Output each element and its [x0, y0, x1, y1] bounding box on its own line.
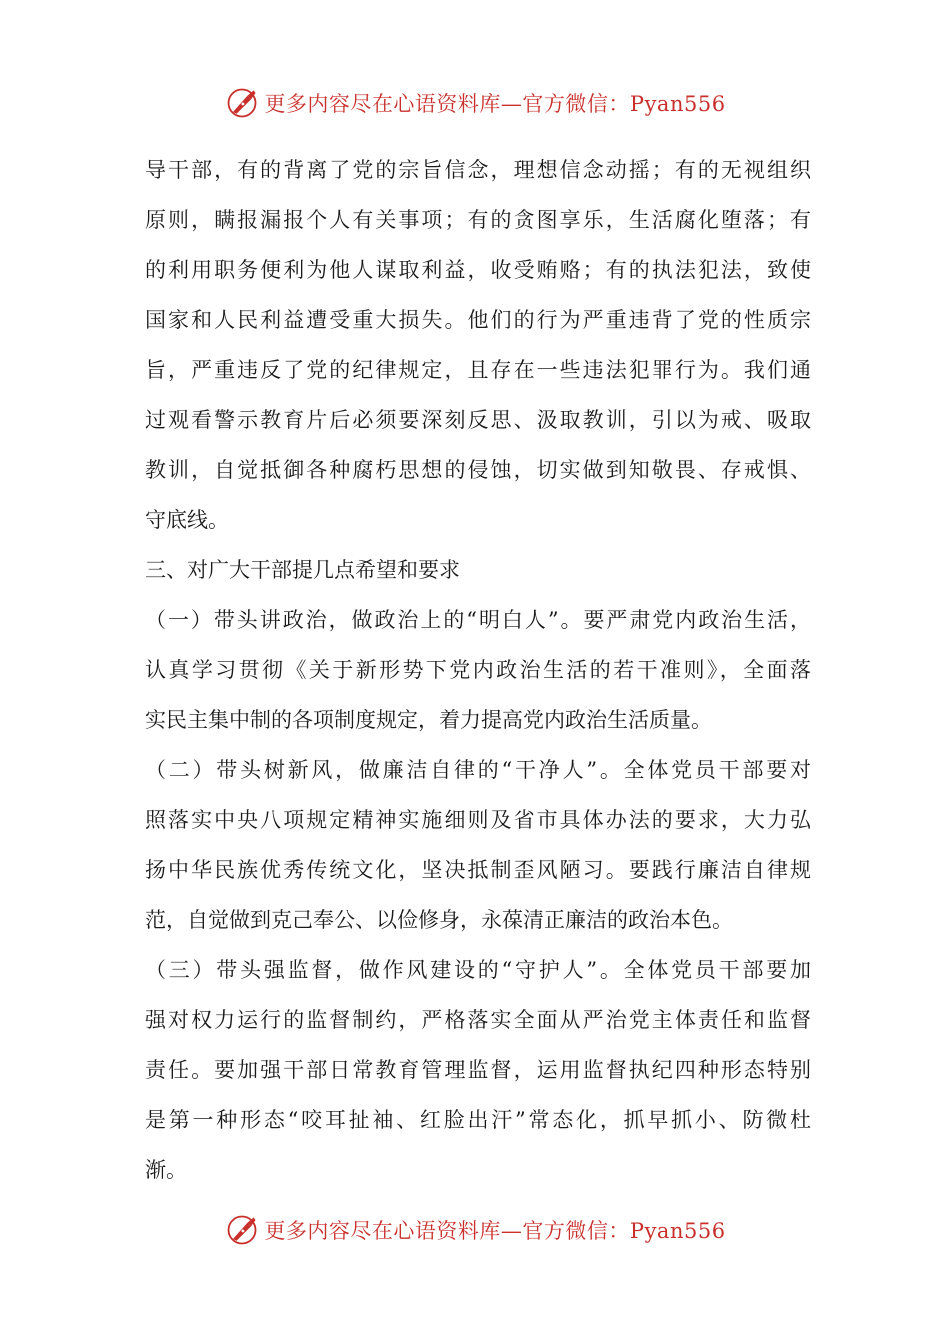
section-heading: 三、对广大干部提几点希望和要求: [145, 558, 460, 582]
footer-banner: [0, 1208, 950, 1252]
body-line: 照落实中央八项规定精神实施细则及省市具体办法的要求，大力弘: [145, 808, 811, 832]
body-line: 扬中华民族优秀传统文化，坚决抵制歪风陋习。要践行廉洁自律规: [145, 858, 811, 882]
document-body: [145, 145, 811, 1195]
body-line: 教训，自觉抵御各种腐朽思想的侵蚀，切实做到知敬畏、存戒惧、: [145, 458, 811, 482]
body-line: 导干部，有的背离了党的宗旨信念，理想信念动摇；有的无视组织: [145, 158, 811, 182]
footer-banner-text: 更多内容尽在心语资料库—官方微信：Pyan556: [264, 1219, 726, 1243]
body-line: 实民主集中制的各项制度规定，着力提高党内政治生活质量。: [145, 708, 712, 732]
body-line: 过观看警示教育片后必须要深刻反思、汲取教训，引以为戒、吸取: [145, 408, 811, 432]
body-line: 原则，瞒报漏报个人有关事项；有的贪图享乐，生活腐化堕落；有: [145, 208, 811, 232]
header-banner-text: 更多内容尽在心语资料库—官方微信：Pyan556: [264, 92, 726, 116]
body-line: （三）带头强监督，做作风建设的“守护人”。全体党员干部要加: [145, 958, 811, 982]
body-line: 强对权力运行的监督制约，严格落实全面从严治党主体责任和监督: [145, 1008, 811, 1032]
body-line: （一）带头讲政治，做政治上的“明白人”。要严肃党内政治生活，: [145, 608, 811, 632]
header-banner: [0, 81, 950, 125]
body-line: 认真学习贯彻《关于新形势下党内政治生活的若干准则》，全面落: [145, 658, 811, 682]
body-line: （二）带头树新风，做廉洁自律的“干净人”。全体党员干部要对: [145, 758, 811, 782]
body-line: 旨，严重违反了党的纪律规定，且存在一些违法犯罪行为。我们通: [145, 358, 811, 382]
body-line: 守底线。: [145, 508, 229, 532]
body-line: 的利用职务便利为他人谋取利益，收受贿赂；有的执法犯法，致使: [145, 258, 811, 282]
body-line: 范，自觉做到克己奉公、以俭修身，永葆清正廉洁的政治本色。: [145, 908, 733, 932]
pen-nib-logo-icon: [224, 85, 260, 121]
pen-nib-logo-icon: [224, 1212, 260, 1248]
body-line: 渐。: [145, 1158, 187, 1182]
body-line: 责任。要加强干部日常教育管理监督，运用监督执纪四种形态特别: [145, 1058, 811, 1082]
body-line: 国家和人民利益遭受重大损失。他们的行为严重违背了党的性质宗: [145, 308, 811, 332]
body-line: 是第一种形态“咬耳扯袖、红脸出汗”常态化，抓早抓小、防微杜: [145, 1108, 811, 1132]
